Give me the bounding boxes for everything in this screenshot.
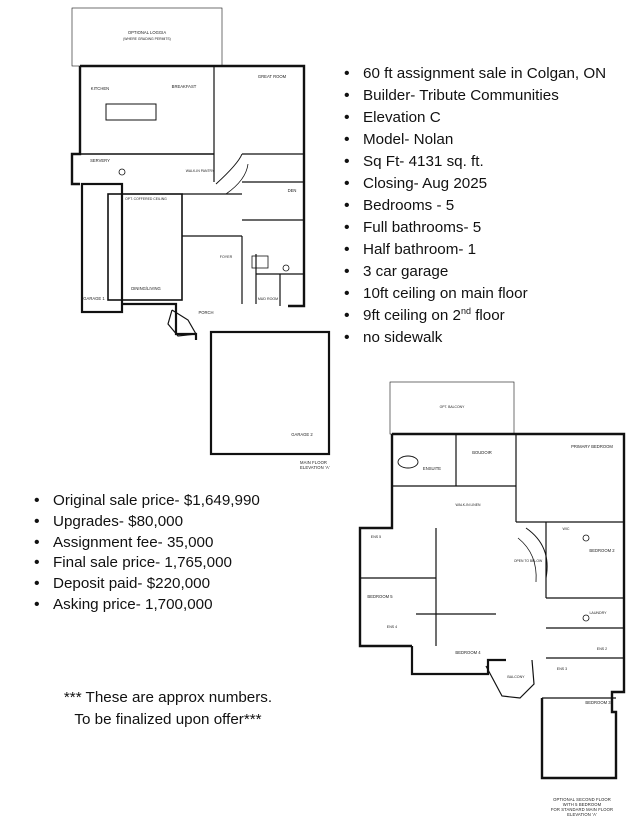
detail-elevation: • Elevation C	[342, 107, 606, 129]
detail-second-ceiling	[342, 305, 606, 327]
second-floor-caption-line3: FOR STANDARD MAIN FLOOR	[550, 807, 614, 812]
price-final: • Final sale price- 1,765,000	[32, 553, 260, 574]
breakfast-label: BREAKFAST	[171, 84, 197, 89]
detail-location: • 60 ft assignment sale in Colgan, ON	[342, 63, 606, 85]
detail-sidewalk: • no sidewalk	[342, 327, 606, 349]
dining-living-label: DINING/LIVING	[131, 286, 161, 291]
wic-label: WIC	[562, 527, 570, 531]
bedroom-4-label: BEDROOM 4	[455, 650, 481, 655]
disclaimer-line2: To be finalized upon offer***	[74, 711, 262, 728]
price-asking: • Asking price- 1,700,000	[32, 595, 260, 616]
disclaimer	[38, 687, 298, 731]
ens-5-label: ENS 5	[370, 535, 382, 539]
price-upgrades: • Upgrades- $80,000	[32, 512, 260, 533]
detail-closing: • Closing- Aug 2025	[342, 173, 606, 195]
mud-room-label: MUD ROOM	[257, 297, 279, 301]
loggia-note-label: (WHERE GRADING PERMITS)	[123, 37, 171, 41]
detail-garage: • 3 car garage	[342, 261, 606, 283]
ens-4-label: ENS 4	[386, 625, 398, 629]
ens-2-label: ENS 2	[596, 647, 608, 651]
primary-bedroom-label: PRIMARY BEDROOM	[571, 444, 613, 449]
bedroom-3-label: BEDROOM 3	[585, 700, 611, 705]
laundry-label: LAUNDRY	[589, 611, 607, 615]
detail-half-bathroom: • Half bathroom- 1	[342, 239, 606, 261]
ensuite-label: ENSUITE	[422, 466, 442, 471]
walk-in-linen-label: WALK-IN LINEN	[455, 503, 481, 507]
detail-full-bathrooms: • Full bathrooms- 5	[342, 217, 606, 239]
ens-3-label: ENS 3	[556, 667, 568, 671]
balcony-top-label: OPT. BALCONY	[439, 405, 465, 409]
disclaimer-line1: *** These are approx numbers.	[63, 689, 273, 706]
detail-builder: • Builder- Tribute Communities	[342, 85, 606, 107]
second-floor-caption-line2: WITH 5 BEDROOM	[562, 802, 602, 807]
boudoir-label: BOUDOIR	[472, 450, 492, 455]
garage-2-label: GARAGE 2	[291, 432, 313, 437]
second-floor-caption-line1: OPTIONAL SECOND FLOOR	[553, 797, 611, 802]
detail-main-ceiling: • 10ft ceiling on main floor	[342, 283, 606, 305]
price-original: • Original sale price- $1,649,990	[32, 491, 260, 512]
balcony-label: BALCONY	[507, 675, 525, 679]
second-ceiling-prefix: 9ft ceiling on 2	[363, 307, 461, 324]
pricing-list	[32, 491, 260, 616]
great-room-label: GREAT ROOM	[257, 74, 287, 79]
bedroom-5-label: BEDROOM 5	[367, 594, 393, 599]
second-ceiling-suffix: floor	[470, 307, 505, 324]
second-ceiling-superscript: nd	[460, 305, 471, 316]
second-floor-plan-drawing	[356, 378, 628, 794]
walk-in-pantry-label: WALK-IN PANTRY	[185, 169, 215, 173]
main-floor-plan-drawing	[66, 4, 336, 460]
detail-model: • Model- Nolan	[342, 129, 606, 151]
main-floor-caption	[300, 460, 330, 470]
second-floor-caption-line4: ELEVATION 'A'	[567, 812, 597, 817]
loggia-label: OPTIONAL LOGGIA	[127, 30, 167, 35]
servery-label: SERVERY	[90, 158, 110, 163]
foyer-label: FOYER	[219, 255, 233, 259]
bedroom-2-label: BEDROOM 2	[589, 548, 615, 553]
property-details-list	[342, 63, 606, 349]
main-floor-caption-line2: ELEVATION 'A'	[300, 465, 330, 470]
second-floor-plan	[356, 378, 628, 794]
second-floor-caption	[532, 797, 632, 817]
open-to-below-label: OPEN TO BELOW	[513, 559, 543, 563]
price-deposit: • Deposit paid- $220,000	[32, 574, 260, 595]
main-floor-caption-line1: MAIN FLOOR	[300, 460, 328, 465]
porch-label: PORCH	[198, 310, 214, 315]
detail-square-footage: • Sq Ft- 4131 sq. ft.	[342, 151, 606, 173]
main-floor-plan	[66, 4, 336, 460]
price-assignment-fee: • Assignment fee- 35,000	[32, 533, 260, 554]
garage-1-label: GARAGE 1	[83, 296, 105, 301]
detail-bedrooms: • Bedrooms - 5	[342, 195, 606, 217]
den-label: DEN	[287, 188, 297, 193]
coffered-ceiling-label: OPT. COFFERED CEILING	[125, 197, 167, 201]
kitchen-label: KITCHEN	[90, 86, 110, 91]
